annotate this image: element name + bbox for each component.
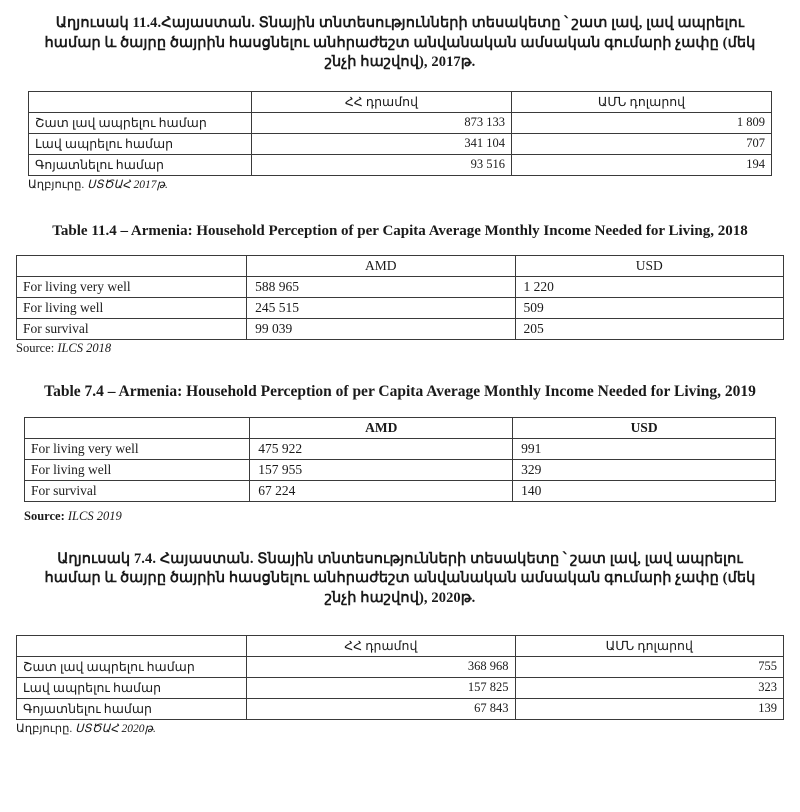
table-row — [17, 677, 784, 698]
data-table — [16, 635, 784, 720]
table-row — [17, 318, 784, 339]
table-source — [24, 509, 776, 524]
table-row — [29, 133, 772, 154]
table-row — [17, 276, 784, 297]
row-label: For living very well — [25, 438, 250, 459]
source-value: ILCS 2018 — [57, 340, 112, 355]
column-header-label — [29, 91, 252, 112]
column-header-label — [25, 417, 250, 438]
column-header-label — [17, 255, 247, 276]
cell-amd: 67 224 — [250, 480, 513, 501]
cell-usd: 140 — [513, 480, 776, 501]
table-source — [16, 721, 784, 735]
table-row — [29, 154, 772, 175]
table-row — [25, 438, 776, 459]
column-header-amd: ՀՀ դրամով — [251, 91, 511, 112]
source-label: Աղբյուրը. — [28, 178, 85, 191]
table-source — [28, 177, 772, 191]
column-header-usd: USD — [515, 255, 783, 276]
section-table-11-4-eng — [0, 221, 800, 241]
cell-amd: 341 104 — [251, 133, 511, 154]
column-header-usd: ԱՄՆ դոլարով — [515, 635, 783, 656]
cell-amd: 245 515 — [247, 297, 515, 318]
table-header-row — [17, 635, 784, 656]
row-label: For survival — [17, 318, 247, 339]
table-row — [29, 112, 772, 133]
cell-usd: 1 809 — [511, 112, 771, 133]
column-header-amd: AMD — [247, 255, 515, 276]
table-header-row — [17, 255, 784, 276]
cell-usd: 755 — [515, 656, 783, 677]
row-label: For living very well — [17, 276, 247, 297]
table-header-row — [25, 417, 776, 438]
cell-amd: 157 825 — [247, 677, 515, 698]
table-caption: Աղյուսակ 11.4.Հայաստան. Տնային տնտեսությունների տեսակետը ՝ շատ լավ, լավ ապրելու համար և ծայրը ծայրին հասցնելու անհրաժեշտ անվանական ամսական գումարի չափը (մեկ շնչի հաշվով), 2017թ. — [44, 15, 756, 71]
row-label: For survival — [25, 480, 250, 501]
data-table — [24, 417, 776, 502]
section-table-11-4-arm — [0, 14, 800, 73]
data-table — [28, 91, 772, 176]
table-header-row — [29, 91, 772, 112]
row-label: Լավ ապրելու համար — [29, 133, 252, 154]
table-7-4-eng-wrapper — [0, 417, 800, 524]
column-header-usd: USD — [513, 417, 776, 438]
cell-amd: 368 968 — [247, 656, 515, 677]
row-label: Գոյատնելու համար — [17, 698, 247, 719]
table-11-4-eng-wrapper — [0, 255, 800, 356]
column-header-amd: ՀՀ դրամով — [247, 635, 515, 656]
row-label: For living well — [25, 459, 250, 480]
table-7-4-arm-wrapper — [0, 635, 800, 735]
cell-amd: 588 965 — [247, 276, 515, 297]
source-label: Source: — [24, 508, 65, 523]
column-header-label — [17, 635, 247, 656]
row-label: Շատ լավ ապրելու համար — [29, 112, 252, 133]
table-source — [16, 341, 784, 356]
source-value: ՍՏԾԱՀ 2020թ. — [75, 722, 156, 735]
cell-usd: 323 — [515, 677, 783, 698]
row-label: For living well — [17, 297, 247, 318]
table-row — [25, 459, 776, 480]
column-header-amd: AMD — [250, 417, 513, 438]
table-11-4-arm-wrapper — [0, 91, 800, 191]
cell-amd: 67 843 — [247, 698, 515, 719]
row-label: Շատ լավ ապրելու համար — [17, 656, 247, 677]
table-caption: Table 11.4 – Armenia: Household Perception of per Capita Average Monthly Income Needed for Living, 2018 — [52, 222, 748, 239]
cell-amd: 157 955 — [250, 459, 513, 480]
row-label: Լավ ապրելու համար — [17, 677, 247, 698]
source-value: ILCS 2019 — [67, 508, 122, 523]
table-caption: Աղյուսակ 7.4. Հայաստան. Տնային տնտեսությունների տեսակետը ՝ շատ լավ, լավ ապրելու համար և ծայրը ծայրին հասցնելու անհրաժեշտ անվանական ամսական գումարի չափը (մեկ շնչի հաշվով), 2020թ. — [44, 550, 756, 606]
cell-amd: 93 516 — [251, 154, 511, 175]
column-header-usd: ԱՄՆ դոլարով — [511, 91, 771, 112]
cell-amd: 475 922 — [250, 438, 513, 459]
cell-usd: 707 — [511, 133, 771, 154]
cell-amd: 99 039 — [247, 318, 515, 339]
source-label: Աղբյուրը. — [16, 722, 73, 735]
data-table — [16, 255, 784, 340]
cell-usd: 194 — [511, 154, 771, 175]
table-row — [17, 698, 784, 719]
cell-usd: 509 — [515, 297, 783, 318]
cell-usd: 1 220 — [515, 276, 783, 297]
table-row — [25, 480, 776, 501]
cell-usd: 205 — [515, 318, 783, 339]
table-caption: Table 7.4 – Armenia: Household Perception of per Capita Average Monthly Income Needed for Living, 2019 — [44, 382, 756, 400]
source-label: Source: — [16, 340, 55, 355]
table-row — [17, 656, 784, 677]
section-table-7-4-eng — [0, 382, 800, 403]
cell-usd: 991 — [513, 438, 776, 459]
row-label: Գոյատնելու համար — [29, 154, 252, 175]
cell-amd: 873 133 — [251, 112, 511, 133]
table-row — [17, 297, 784, 318]
section-table-7-4-arm — [0, 550, 800, 609]
cell-usd: 329 — [513, 459, 776, 480]
source-value: ՍՏԾԱՀ 2017թ. — [87, 178, 168, 191]
cell-usd: 139 — [515, 698, 783, 719]
